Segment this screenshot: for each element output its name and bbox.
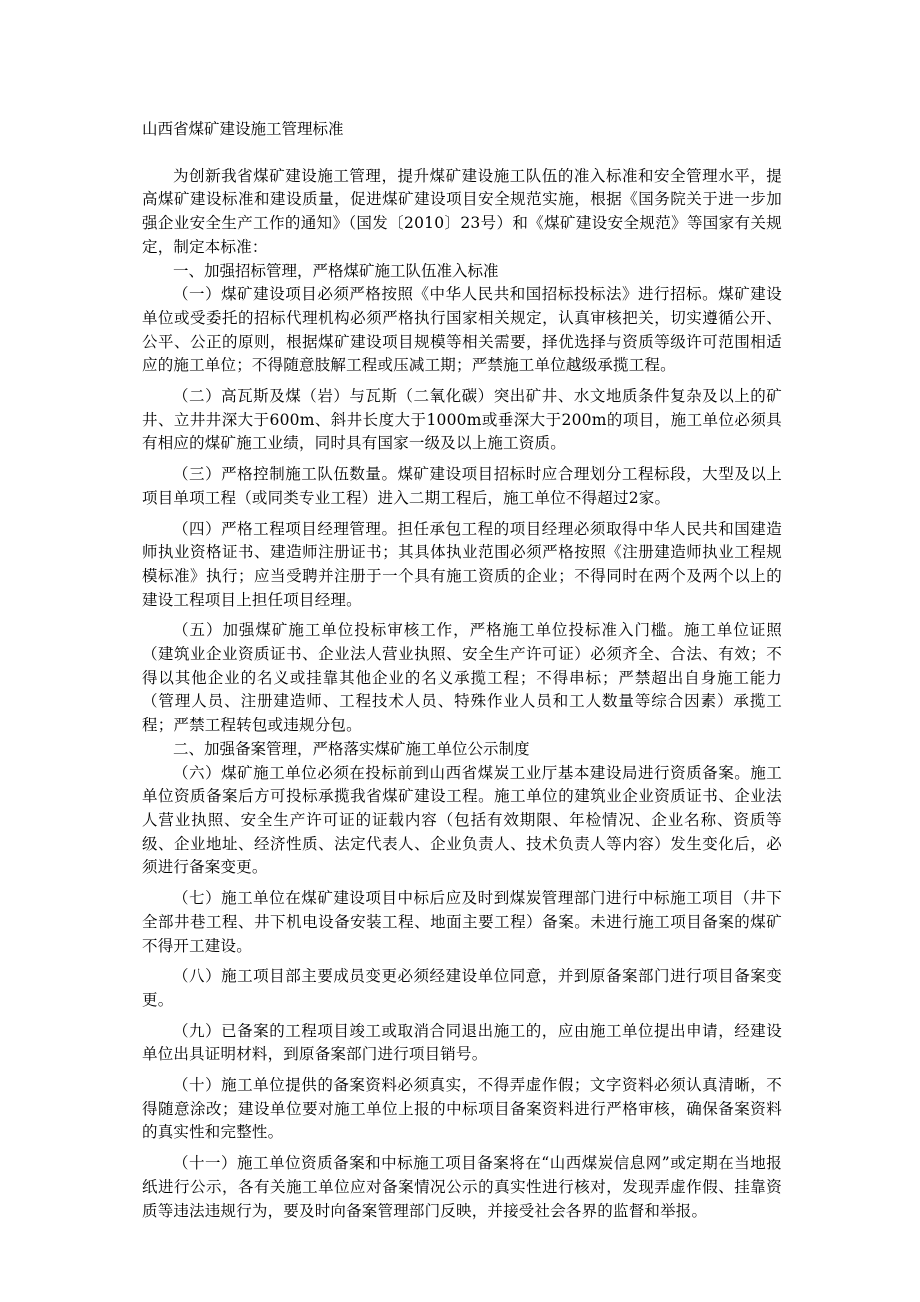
clause-8: （八）施工项目部主要成员变更必须经建设单位同意，并到原备案部门进行项目备案变更。 (142, 967, 782, 1009)
clause-4: （四）严格工程项目经理管理。担任承包工程的项目经理必须取得中华人民共和国建造师执业资格证书、建造师注册证书；其具体执业范围必须严格按照《注册建造师执业工程规模标准》执行；应当受聘并注册于一个具有施工资质的企业；不得同时在两个及两个以上的建设工程项目上担任项目经理。 (142, 519, 782, 609)
clause-1: （一）煤矿建设项目必须严格按照《中华人民共和国招标投标法》进行招标。煤矿建设单位或受委托的招标代理机构必须严格执行国家相关规定，认真审核把关，切实遵循公开、公平、公正的原则，根据煤矿建设项目规模等相关需要，择优选择与资质等级许可范围相适应的施工单位；不得随意肢解工程或压减工期；严禁施工单位越级承揽工程。 (142, 285, 782, 375)
clause-6: （六）煤矿施工单位必须在投标前到山西省煤炭工业厅基本建设局进行资质备案。施工单位资质备案后方可投标承揽我省煤矿建设工程。施工单位的建筑业企业资质证书、企业法人营业执照、安全生产许可证的证载内容（包括有效期限、年检情况、企业名称、资质等级、企业地址、经济性质、法定代表人、企业负责人、技术负责人等内容）发生变化后，必须进行备案变更。 (142, 763, 782, 877)
clause-7: （七）施工单位在煤矿建设项目中标后应及时到煤炭管理部门进行中标施工项目（井下全部井巷工程、井下机电设备安装工程、地面主要工程）备案。未进行施工项目备案的煤矿不得开工建设。 (142, 889, 782, 955)
clause-2: （二）高瓦斯及煤（岩）与瓦斯（二氧化碳）突出矿井、水文地质条件复杂及以上的矿井、立井井深大于600m、斜井长度大于1000m或垂深大于200m的项目，施工单位必须具有相应的煤矿施工业绩，同时具有国家一级及以上施工资质。 (142, 387, 782, 453)
clause-5: （五）加强煤矿施工单位投标审核工作，严格施工单位投标准入门槛。施工单位证照（建筑业企业资质证书、企业法人营业执照、安全生产许可证）必须齐全、合法、有效；不得以其他企业的名义或挂靠其他企业的名义承揽工程；不得串标；严禁超出自身施工能力（管理人员、注册建造师、工程技术人员、特殊作业人员和工人数量等综合因素）承揽工程；严禁工程转包或违规分包。 (142, 621, 782, 735)
document-title: 山西省煤矿建设施工管理标准 (142, 120, 344, 138)
clause-3: （三）严格控制施工队伍数量。煤矿建设项目招标时应合理划分工程标段，大型及以上项目单项工程（或同类专业工程）进入二期工程后，施工单位不得超过2家。 (142, 465, 782, 507)
document-page (142, 118, 782, 1223)
clause-10: （十）施工单位提供的备案资料必须真实，不得弄虚作假；文字资料必须认真清晰，不得随意涂改；建设单位要对施工单位上报的中标项目备案资料进行严格审核，确保备案资料的真实性和完整性。 (142, 1076, 782, 1142)
clause-9: （九）已备案的工程项目竣工或取消合同退出施工的，应由施工单位提出申请，经建设单位出具证明材料，到原备案部门进行项目销号。 (142, 1021, 782, 1064)
clause-11: （十一）施工单位资质备案和中标施工项目备案将在“山西煤炭信息网”或定期在当地报纸进行公示，各有关施工单位应对备案情况公示的真实性进行核对，发现弄虚作假、挂靠资质等违法违规行为，要及时向备案管理部门反映，并接受社会各界的监督和举报。 (142, 1154, 782, 1220)
section-1-heading: 一、加强招标管理，严格煤矿施工队伍准入标准 (173, 261, 499, 280)
intro-paragraph: 为创新我省煤矿建设施工管理，提升煤矿建设施工队伍的准入标准和安全管理水平，提高煤矿建设标准和建设质量，促进煤矿建设项目安全规范实施，根据《国务院关于进一步加强企业安全生产工作的通知》（国发〔2010〕23号）和《煤矿建设安全规范》等国家有关规定，制定本标准： (142, 166, 782, 256)
section-2-heading: 二、加强备案管理，严格落实煤矿施工单位公示制度 (173, 739, 530, 758)
